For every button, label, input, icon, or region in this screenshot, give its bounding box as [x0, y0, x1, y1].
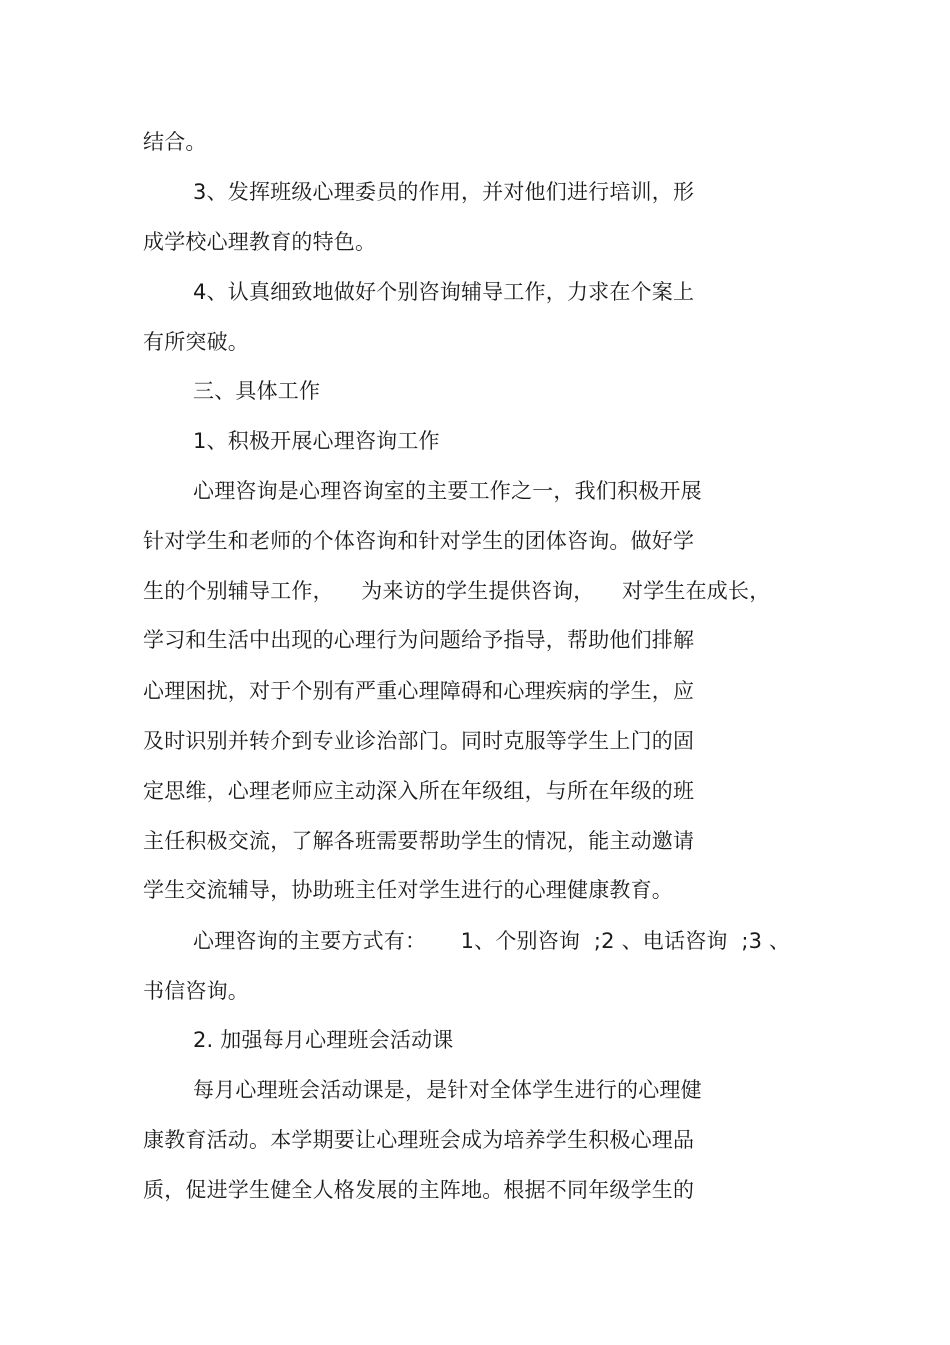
subsection-heading: 2. 加强每月心理班会活动课	[193, 1028, 454, 1052]
text-line: 康教育活动。本学期要让心理班会成为培养学生积极心理品	[143, 1128, 695, 1152]
text-line: 有所突破。	[143, 330, 249, 354]
text-line: 心理咨询是心理咨询室的主要工作之一，我们积极开展	[193, 479, 702, 503]
text-line: 心理咨询的主要方式有： 1、个别咨询 ;2 、电话咨询 ;3 、	[193, 929, 791, 953]
text-line: 及时识别并转介到专业诊治部门。同时克服等学生上门的固	[143, 729, 695, 753]
text-line: 每月心理班会活动课是，是针对全体学生进行的心理健	[193, 1078, 702, 1102]
text-line: 4、认真细致地做好个别咨询辅导工作，力求在个案上	[193, 280, 695, 304]
text-line: 学生交流辅导，协助班主任对学生进行的心理健康教育。	[143, 878, 673, 902]
subsection-heading: 1、积极开展心理咨询工作	[193, 429, 440, 453]
text-line: 主任积极交流，了解各班需要帮助学生的情况，能主动邀请	[143, 829, 695, 853]
text-line: 针对学生和老师的个体咨询和针对学生的团体咨询。做好学	[143, 529, 695, 553]
text-line: 质，促进学生健全人格发展的主阵地。根据不同年级学生的	[143, 1178, 695, 1202]
text-line: 定思维，心理老师应主动深入所在年级组，与所在年级的班	[143, 779, 695, 803]
text-line: 成学校心理教育的特色。	[143, 230, 377, 254]
text-line: 书信咨询。	[143, 979, 249, 1003]
text-line: 学习和生活中出现的心理行为问题给予指导，帮助他们排解	[143, 628, 695, 652]
text-line: 心理困扰，对于个别有严重心理障碍和心理疾病的学生，应	[143, 679, 695, 703]
text-line: 结合。	[143, 130, 207, 154]
text-line: 生的个别辅导工作， 为来访的学生提供咨询， 对学生在成长，	[143, 579, 771, 603]
section-heading: 三、具体工作	[193, 379, 321, 403]
text-line: 3、发挥班级心理委员的作用，并对他们进行培训，形	[193, 180, 695, 204]
